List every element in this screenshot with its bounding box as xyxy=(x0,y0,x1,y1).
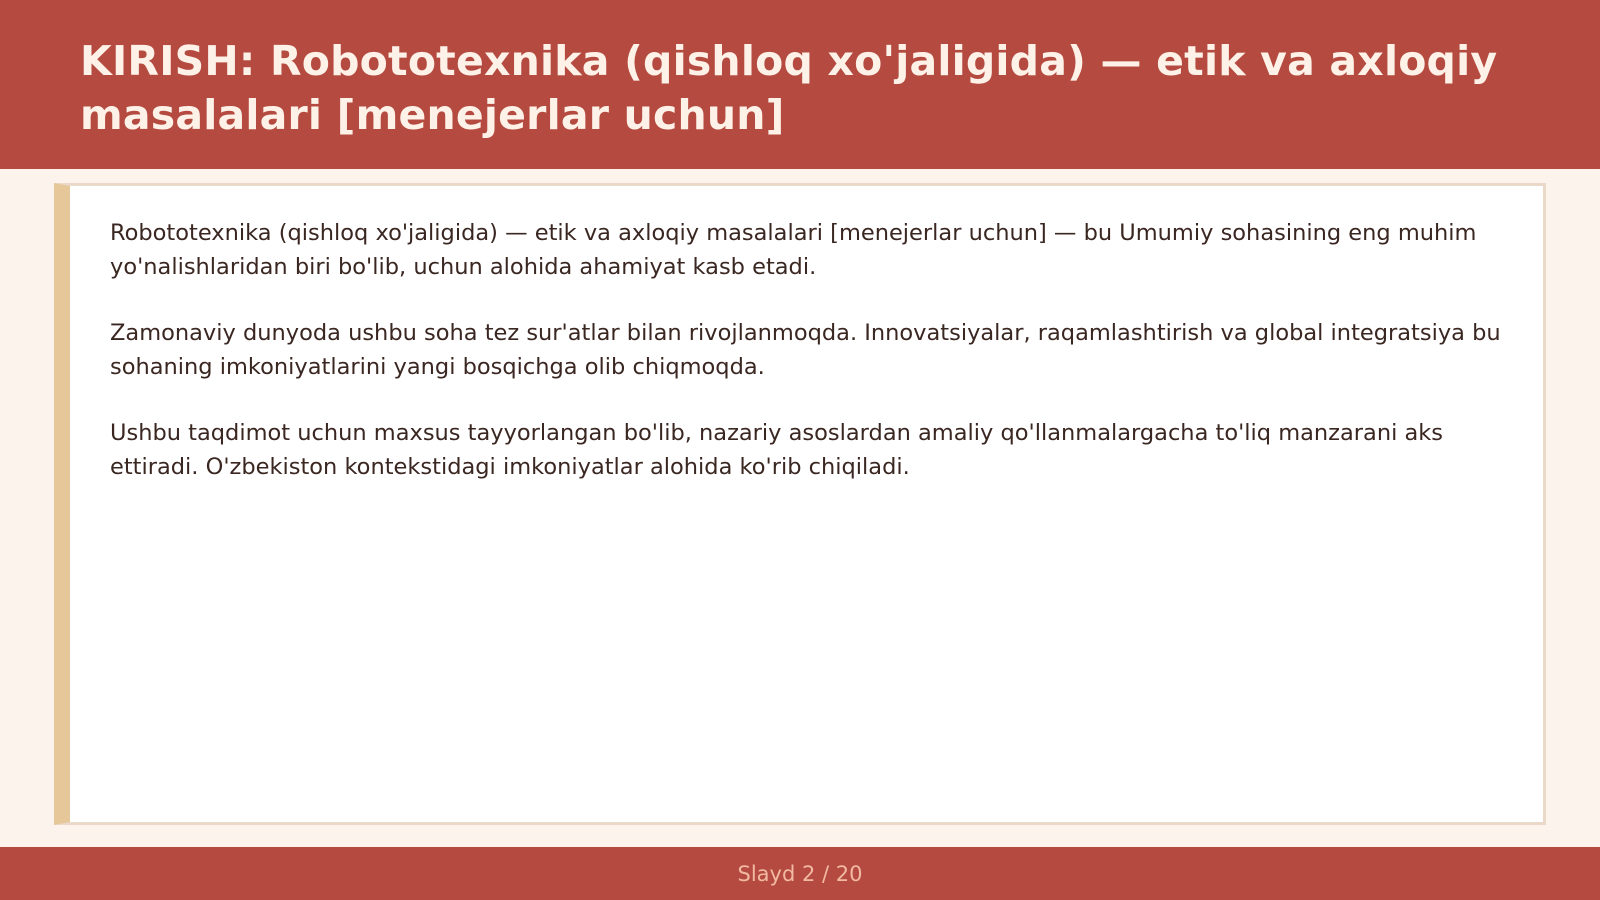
presentation-purpose-paragraph: Ushbu taqdimot uchun maxsus tayyorlangan bo'lib, nazariy asoslardan amaliy qo'llanmalargacha to'liq manzarani aks ettiradi. O'zbekiston kontekstidagi imkoniyatlar alohida ko'rib chiqiladi. xyxy=(110,420,1444,480)
slide-footer xyxy=(0,847,1600,900)
modern-world-paragraph: Zamonaviy dunyoda ushbu soha tez sur'atlar bilan rivojlanmoqda. Innovatsiyalar, raqamlashtirish va global integratsiya bu sohaning imkoniyatlarini yangi bosqichga olib chiqmoqda. xyxy=(110,320,1501,380)
slide-header xyxy=(0,0,1600,169)
intro-paragraph: Robototexnika (qishloq xo'jaligida) — etik va axloqiy masalalari [menejerlar uchun] — bu Umumiy sohasining eng muhim yo'nalishlaridan biri bo'lib, uchun alohida ahamiyat kasb etadi. xyxy=(110,220,1477,280)
slide-title: KIRISH: Robototexnika (qishloq xo'jaligida) — etik va axloqiy masalalari [menejerlar uchun] xyxy=(80,37,1498,139)
slide-number: Slayd 2 / 20 xyxy=(737,861,863,886)
content-panel xyxy=(54,183,1546,825)
